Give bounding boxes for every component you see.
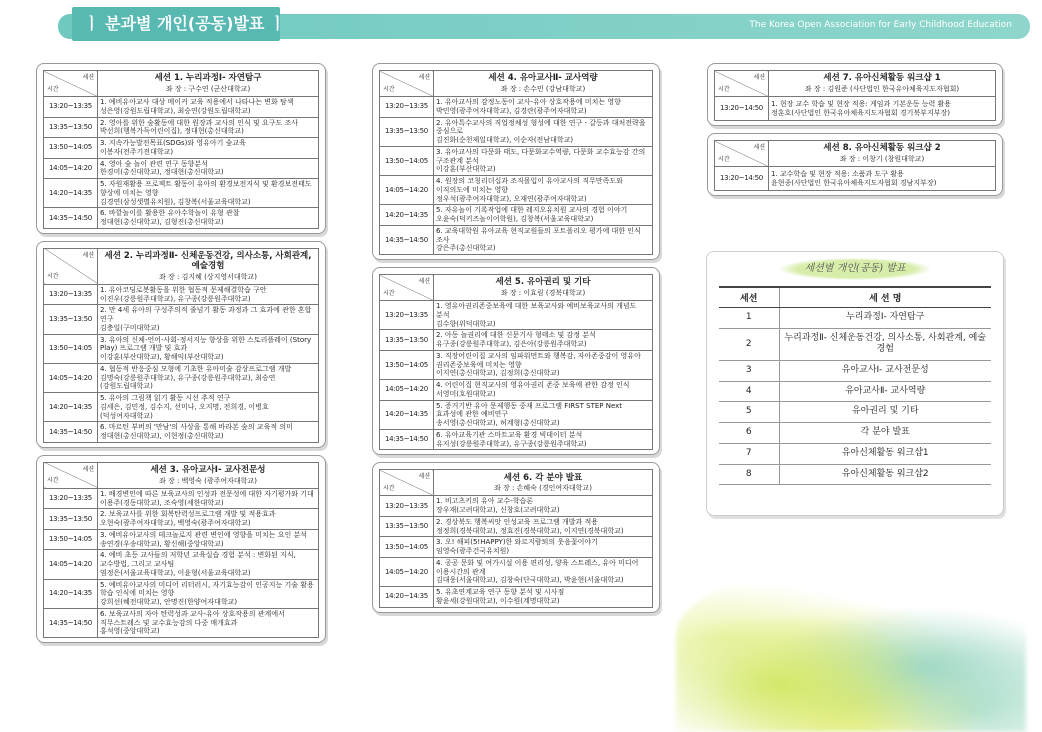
- banner-subtitle: The Korea Open Association for Early Childhood Education: [749, 20, 1012, 30]
- summary-row: [719, 402, 991, 423]
- summary-session-number: 4: [719, 381, 779, 402]
- presentation-row: [380, 516, 653, 537]
- presentation-authors: 윤현종(사단법인 한국유아체육지도자협회 경남지부장): [771, 178, 937, 187]
- summary-session-name: 각 분야 발표: [779, 423, 991, 444]
- summary-session-name: 유아교사Ⅱ- 교사역량: [779, 381, 991, 402]
- presentation-time: 13:20~14:50: [715, 97, 769, 121]
- corner-session-label: 세션: [418, 278, 430, 285]
- corner-session-label: 세션: [418, 473, 430, 481]
- presentation-content: [98, 208, 319, 229]
- presentation-authors: 장우재(고려대학교), 신창호(고려대학교): [436, 506, 560, 514]
- presentation-title: 3. 지속가능발전목표(SDGs)와 영유아기 숲교육: [100, 139, 246, 147]
- presentation-row: [44, 579, 319, 608]
- presentation-row: [44, 158, 319, 179]
- session-header-row: [715, 71, 996, 97]
- presentation-title: 5. 자유놀이 기록작업에 대한 레지오유치원 교사의 경험 이야기: [436, 206, 628, 215]
- presentation-title: 6. 유아교육기관 스마트교육 환경 빅데이터 분석: [436, 430, 583, 439]
- summary-session-number: 5: [719, 402, 779, 423]
- presentation-authors: 김수향(위덕대학교): [436, 319, 496, 328]
- session-time-corner: [715, 71, 769, 97]
- presentation-time: 13:20~13:35: [44, 284, 98, 305]
- presentation-title: 5. 증거기반 유아 문제행동 중재 프로그램 FIRST STEP Next 효과성에 관한 예비연구: [436, 401, 623, 419]
- presentation-row: [380, 176, 653, 205]
- session-card: [707, 63, 1003, 126]
- presentation-authors: 김충일(구미대학교): [100, 323, 160, 332]
- presentation-time: 14:20~14:35: [44, 579, 98, 608]
- corner-time-label: 시간: [47, 477, 59, 485]
- presentation-title: 6. 마르틴 부버의 '만남'의 사상을 통해 바라본 숲의 교육적 의미: [100, 423, 293, 432]
- presentation-time: 13:35~13:50: [380, 117, 434, 146]
- presentation-content: [434, 176, 653, 205]
- presentation-content: [434, 350, 653, 379]
- presentation-time: 13:35~13:50: [380, 330, 434, 351]
- session-title: 세션 3. 유아교사Ⅰ- 교사전문성: [150, 465, 266, 476]
- summary-session-name: 유아신체활동 워크샵1: [779, 443, 991, 464]
- presentation-time: 14:05~14:20: [44, 158, 98, 179]
- presentation-row: [380, 301, 653, 330]
- presentation-title: 5. 유초연계교육 연구 동향 분석 및 시사점: [436, 588, 565, 596]
- corner-session-label: 세션: [753, 74, 765, 81]
- session-table: [379, 70, 653, 255]
- presentation-time: 14:20~14:35: [44, 179, 98, 208]
- presentation-title: 5. 자원재활용 프로젝트 활동이 유아의 환경보전지식 및 환경보전태도 향상에 미치는 영향: [100, 180, 312, 197]
- presentation-title: 1. 현장 교수 학습 및 현장 적용: 게임과 기본운동 능력 활용: [771, 99, 952, 108]
- summary-session-name: 유아권리 및 기타: [779, 402, 991, 423]
- presentation-time: 13:50~14:05: [380, 350, 434, 379]
- presentation-authors: 김대웅(서울대학교), 김창숙(단국대학교), 박윤현(서울대학교): [436, 576, 624, 585]
- presentation-content: [434, 496, 653, 517]
- presentation-authors: 정대현(총신대학교), 이현정(총신대학교): [100, 432, 224, 440]
- presentation-row: [715, 167, 996, 191]
- presentation-title: 4. 협동적 반응중심 모형에 기초한 유아미술 감상프로그램 개발: [100, 364, 292, 373]
- presentation-content: [434, 380, 653, 401]
- corner-session-label: 세션: [82, 251, 94, 259]
- presentation-content: [434, 117, 653, 146]
- presentation-time: 13:35~13:50: [44, 305, 98, 334]
- summary-session-number: 8: [719, 464, 779, 485]
- summary-session-number: 7: [719, 443, 779, 464]
- session-summary-card: [706, 251, 1004, 516]
- presentation-time: 14:05~14:20: [380, 557, 434, 586]
- presentation-content: [434, 225, 653, 254]
- corner-session-label: 세션: [753, 144, 765, 151]
- presentation-authors: 김세은, 김민정, 김수지, 선미나, 오지명, 전희경, 이병호(덕성여자대학교): [100, 402, 269, 420]
- presentation-authors: 오윤숙(덕키즈놀이어학원), 김창복(서울교육대학교): [436, 215, 594, 223]
- presentation-content: [769, 167, 996, 191]
- presentation-authors: 오현숙(광주여자대학교), 백영숙(광주여자대학교): [100, 519, 251, 527]
- presentation-authors: 송연경(우송대학교), 황신해(중앙대학교): [100, 539, 224, 548]
- presentation-row: [380, 380, 653, 401]
- session-heading: [434, 71, 653, 97]
- presentation-content: [98, 284, 319, 305]
- presentation-content: [98, 138, 319, 159]
- corner-time-label: 시간: [383, 85, 395, 93]
- corner-time-label: 시간: [718, 85, 730, 93]
- presentation-time: 14:35~14:50: [44, 422, 98, 443]
- presentation-title: 3. 예비유아교사의 테크놀로지 관련 변인에 영향을 미치는 요인 분석: [100, 530, 308, 539]
- presentation-title: 4. 예비 초등 교사들의 저학년 교육실습 경험 분석 : 변화된 지식, 교수방법, 그리고 교사팀: [100, 551, 296, 568]
- corner-time-label: 시간: [47, 273, 59, 281]
- summary-table: [719, 286, 991, 485]
- session-header-row: [380, 470, 653, 496]
- corner-time-label: 시간: [383, 289, 395, 297]
- presentation-authors: 유지성(강릉원주대학교), 유구종(강릉원주대학교): [436, 439, 587, 448]
- presentation-content: [98, 608, 319, 637]
- presentation-authors: 강은주(총신대학교): [436, 244, 496, 253]
- presentation-authors: 정대현(총신대학교), 김형진(총신대학교): [100, 218, 224, 226]
- presentation-authors: 정훈호(사단법인 한국유아체육지도자협회 경기북부지부장): [771, 108, 950, 117]
- column-left: [36, 63, 326, 643]
- presentation-content: [98, 393, 319, 422]
- presentation-row: [44, 208, 319, 229]
- presentation-row: [44, 488, 319, 509]
- presentation-row: [380, 587, 653, 608]
- presentation-time: 13:20~13:35: [44, 97, 98, 118]
- presentation-time: 14:20~14:35: [380, 587, 434, 608]
- presentation-title: 2. 영아를 위한 숲활동에 대한 원장과 교사의 인식 및 요구도 조사: [100, 118, 298, 127]
- presentation-row: [44, 334, 319, 363]
- presentation-content: [98, 158, 319, 179]
- summary-row: [719, 361, 991, 382]
- session-title: 세션 6. 각 분야 발표: [503, 472, 583, 483]
- presentation-authors: 염정은(서울교육대학교), 이윤형(서울교육대학교): [100, 568, 251, 577]
- presentation-row: [44, 509, 319, 530]
- session-chair: 좌 장 : 손혜숙 (경인여자대학교): [494, 484, 592, 493]
- session-card: [36, 241, 326, 448]
- session-heading: [769, 141, 996, 167]
- session-time-corner: [380, 71, 434, 97]
- session-header-row: [715, 141, 996, 167]
- presentation-content: [98, 488, 319, 509]
- summary-session-number: 1: [719, 308, 779, 329]
- presentation-authors: 서영미(호원대학교): [436, 389, 496, 398]
- presentation-authors: 강희선(혜전대학교), 안명진(한양여자대학교): [100, 598, 238, 606]
- summary-title: 세션별 개인(공동) 발표: [780, 258, 930, 280]
- presentation-time: 13:20~14:50: [715, 167, 769, 191]
- presentation-title: 5. 유아의 그림책 읽기 활동 시선 추적 연구: [100, 394, 231, 402]
- presentation-row: [380, 330, 653, 351]
- presentation-time: 14:35~14:50: [44, 208, 98, 229]
- presentation-content: [434, 146, 653, 175]
- session-title: 세션 2. 누리과정Ⅱ- 신체운동건강, 의사소통, 사회관계, 예술경험: [104, 250, 312, 272]
- presentation-row: [44, 393, 319, 422]
- presentation-time: 14:20~14:35: [44, 393, 98, 422]
- summary-header-row: [719, 287, 991, 308]
- presentation-title: 4. 어린이집 현직교사의 영유아권리 존중 보육에 관한 감정 인식: [436, 381, 630, 389]
- presentation-content: [769, 97, 996, 121]
- presentation-row: [380, 429, 653, 450]
- presentation-content: [98, 529, 319, 550]
- session-time-corner: [715, 141, 769, 167]
- presentation-title: 6. 바깥놀이를 활용한 유아수학놀이 유형 관찰: [100, 209, 240, 218]
- presentation-authors: 김진화(순천제일대학교), 이순자(전남대학교): [436, 136, 574, 144]
- presentation-title: 1. 비고츠키의 유아 교수-학습론: [436, 497, 534, 506]
- presentation-time: 13:20~13:35: [380, 301, 434, 330]
- presentation-title: 3. 유아의 신체-언어-사회-정서지능 향상을 위한 스토리플레이 (Story Play) 프로그램 개발 및 효과: [100, 335, 312, 353]
- presentation-row: [380, 400, 653, 429]
- presentation-authors: 이강훈(부산대학교): [436, 165, 496, 174]
- presentation-title: 2. 유아특수교사의 직업정체성 형성에 대한 연구 - 갈등과 대처전략을 중심으로: [436, 118, 646, 136]
- session-header-row: [380, 275, 653, 301]
- summary-session-name: 누리과정Ⅰ- 자연탐구: [779, 308, 991, 329]
- presentation-content: [434, 301, 653, 330]
- presentation-row: [44, 422, 319, 443]
- presentation-title: 3. 직장어린이집 교사의 임파워먼트와 행복감, 자아존중감이 영유아 권리존중보육에 미치는 영향: [436, 351, 641, 369]
- session-title: 세션 1. 누리과정Ⅰ- 자연탐구: [154, 73, 262, 84]
- presentation-content: [434, 205, 653, 226]
- presentation-time: 14:05~14:20: [44, 363, 98, 392]
- summary-row: [719, 464, 991, 485]
- presentation-content: [434, 537, 653, 558]
- presentation-time: 13:35~13:50: [380, 516, 434, 537]
- session-header-row: [380, 71, 653, 97]
- session-table: [379, 274, 653, 450]
- summary-session-name: 유아신체활동 워크샵2: [779, 464, 991, 485]
- presentation-authors: 이봉자(전주기전대학교): [100, 147, 174, 156]
- presentation-content: [98, 550, 319, 579]
- presentation-time: 14:05~14:20: [380, 380, 434, 401]
- presentation-authors: 송서영(총신대학교), 허계형(총신대학교): [436, 419, 560, 427]
- summary-header-session: 세션: [719, 287, 779, 308]
- presentation-time: 14:20~14:35: [380, 400, 434, 429]
- session-title: 세션 7. 유아신체활동 워크샵 1: [823, 73, 941, 84]
- session-heading: [98, 462, 319, 488]
- presentation-content: [434, 400, 653, 429]
- session-chair: 좌 장 : 구수연 (군산대학교): [165, 84, 251, 93]
- presentation-content: [98, 117, 319, 138]
- watercolor-decoration: [676, 572, 1026, 732]
- presentation-row: [380, 557, 653, 586]
- presentation-time: 14:05~14:20: [380, 176, 434, 205]
- presentation-row: [380, 496, 653, 517]
- summary-row: [719, 328, 991, 360]
- presentation-title: 6. 교육대학원 유아교육 현직교원들의 포트폴리오 평가에 대한 인식 조사: [436, 226, 641, 244]
- presentation-time: 13:20~13:35: [380, 496, 434, 517]
- presentation-time: 14:35~14:50: [380, 225, 434, 254]
- presentation-row: [380, 537, 653, 558]
- presentation-title: 2. 만 4세 유아의 구성주의적 줄넘기 활동 과정과 그 효과에 관한 혼합 연구: [100, 306, 312, 323]
- presentation-time: 13:50~14:05: [44, 334, 98, 363]
- summary-session-name: 누리과정Ⅱ- 신체운동건강, 의사소통, 사회관계, 예술경험: [779, 328, 991, 360]
- session-heading: [98, 71, 319, 97]
- presentation-title: 5. 예비유아교사의 미디어 리터러시, 자기효능감이 인공지능 기술 활용 학습 인식에 미치는 영향: [100, 580, 314, 598]
- presentation-row: [44, 97, 319, 118]
- presentation-row: [44, 305, 319, 334]
- presentation-time: 13:50~14:05: [380, 146, 434, 175]
- session-chair: 좌 장 : 이창기 (창원대학교): [839, 154, 925, 163]
- session-table: [714, 70, 996, 121]
- session-chair: 좌 장 : 백영숙 (광주여자대학교): [159, 476, 257, 485]
- presentation-time: 13:50~14:05: [44, 138, 98, 159]
- session-time-corner: [44, 248, 98, 284]
- corner-session-label: 세션: [82, 74, 94, 81]
- summary-header-name: 세 션 명: [779, 287, 991, 308]
- presentation-content: [434, 429, 653, 450]
- presentation-title: 1. 유아코딩로봇활동을 위한 협동적 문제해결학습 구안: [100, 285, 267, 294]
- session-card: [372, 63, 660, 260]
- presentation-title: 6. 보육교사의 자아 탄력성과 교사-유아 상호작용의 관계에서 직무스트레스 및 교수효능감의 다중 매개효과: [100, 609, 285, 627]
- presentation-authors: 박민영(광주여자대학교), 김경란(광주여자대학교): [436, 106, 587, 115]
- session-time-corner: [380, 275, 434, 301]
- presentation-row: [44, 117, 319, 138]
- presentation-row: [380, 350, 653, 379]
- session-table: [379, 469, 653, 607]
- presentation-row: [44, 529, 319, 550]
- presentation-row: [44, 138, 319, 159]
- presentation-content: [98, 179, 319, 208]
- presentation-authors: 유구종(강릉원주대학교), 김은아(강릉원주대학교): [436, 340, 587, 348]
- banner-title: ㅣ 분과별 개인(공동)발표 ㅣ: [72, 7, 280, 41]
- presentation-authors: 정정희(경북대학교), 정효진(경북대학교), 이지연(경북대학교): [436, 526, 624, 535]
- presentation-content: [98, 363, 319, 392]
- session-heading: [769, 71, 996, 97]
- presentation-title: 2. 보육교사를 위한 회복탄력성프로그램 개발 및 적용효과: [100, 510, 276, 519]
- session-title: 세션 8. 유아신체활동 워크샵 2: [823, 143, 941, 154]
- presentation-row: [44, 550, 319, 579]
- presentation-row: [380, 225, 653, 254]
- presentation-content: [434, 587, 653, 608]
- presentation-content: [434, 97, 653, 118]
- presentation-authors: 이지연(총신대학교), 김정희(총신대학교): [436, 369, 560, 378]
- session-card: [36, 455, 326, 643]
- presentation-authors: 김명숙(강릉원주대학교), 유구종(강릉원주대학교), 최승연(강원도립대학교): [100, 373, 276, 391]
- session-title: 세션 4. 유아교사Ⅱ- 교사역량: [488, 73, 598, 84]
- presentation-row: [44, 179, 319, 208]
- presentation-title: 3. 오! 해피(5!HAPPY)한 와르지람퇴의 웃음꽃이야기: [436, 538, 598, 547]
- presentation-title: 1. 교수학습 및 현장 적용: 소품과 도구 활용: [771, 169, 904, 178]
- session-heading: [434, 275, 653, 301]
- presentation-row: [44, 363, 319, 392]
- session-header-row: [44, 71, 319, 97]
- presentation-authors: 이강훈(부산대학교), 황해익(부산대학교): [100, 353, 224, 361]
- presentation-row: [380, 205, 653, 226]
- presentation-content: [98, 509, 319, 530]
- session-heading: [434, 470, 653, 496]
- session-card: [36, 63, 326, 234]
- session-chair: 좌 장 : 김원준 (사단법인 한국유아체육지도자협회): [804, 84, 960, 93]
- presentation-time: 14:05~14:20: [44, 550, 98, 579]
- presentation-row: [380, 146, 653, 175]
- presentation-authors: 김경연(삼성샛별유치원), 김창복(서울교육대학교): [100, 197, 251, 206]
- session-header-row: [44, 462, 319, 488]
- corner-time-label: 시간: [718, 155, 730, 163]
- summary-row: [719, 423, 991, 444]
- session-title: 세션 5. 유아권리 및 기타: [495, 277, 591, 288]
- summary-session-number: 6: [719, 423, 779, 444]
- presentation-content: [98, 422, 319, 443]
- summary-row: [719, 443, 991, 464]
- presentation-authors: 성은영(강원도립대학교), 최승연(강원도립대학교): [100, 106, 251, 115]
- presentation-content: [434, 516, 653, 537]
- session-table: [714, 140, 996, 191]
- presentation-content: [98, 579, 319, 608]
- presentation-time: 13:35~13:50: [44, 509, 98, 530]
- summary-session-name: 유아교사Ⅰ- 교사전문성: [779, 361, 991, 382]
- presentation-authors: 한경미(총신대학교), 정대현(총신대학교): [100, 168, 224, 177]
- session-table: [43, 70, 319, 229]
- presentation-time: 13:20~13:35: [44, 488, 98, 509]
- presentation-row: [44, 608, 319, 637]
- presentation-title: 4. 영아 숲 놀이 관련 연구 동향분석: [100, 159, 208, 168]
- presentation-authors: 임영숙(광주건국유치원): [436, 547, 510, 555]
- presentation-time: 13:35~13:50: [44, 117, 98, 138]
- session-card: [372, 267, 660, 455]
- session-heading: [98, 248, 319, 284]
- summary-row: [719, 308, 991, 329]
- corner-session-label: 세션: [418, 74, 430, 81]
- presentation-authors: 이진우(강릉원주대학교), 유구종(강릉원주대학교): [100, 294, 251, 303]
- session-time-corner: [44, 462, 98, 488]
- presentation-row: [44, 284, 319, 305]
- presentation-time: 13:50~14:05: [380, 537, 434, 558]
- presentation-title: 3. 유아교사의 다문화 태도, 다문화교수역량, 다문화 교수효능감 간의 구조관계 분석: [436, 147, 646, 165]
- presentation-time: 14:20~14:35: [380, 205, 434, 226]
- presentation-time: 13:50~14:05: [44, 529, 98, 550]
- presentation-title: 2. 아동 놀권리에 대한 신문기사 형태소 및 감정 분석: [436, 331, 596, 340]
- summary-session-number: 2: [719, 328, 779, 360]
- summary-session-number: 3: [719, 361, 779, 382]
- presentation-row: [380, 117, 653, 146]
- presentation-time: 14:35~14:50: [380, 429, 434, 450]
- session-card: [707, 133, 1003, 196]
- presentation-row: [715, 97, 996, 121]
- presentation-authors: 홍석영(중앙대학교): [100, 627, 160, 636]
- presentation-title: 1. 유아교사의 감정노동이 교사-유아 상호작용에 미치는 영향: [436, 98, 621, 106]
- presentation-title: 1. 예비유아교사 대상 메이커 교육 적용에서 나타나는 변화 탐색: [100, 98, 294, 106]
- session-chair: 좌 장 : 김지혜 (상지영서대학교): [159, 273, 257, 281]
- summary-row: [719, 381, 991, 402]
- presentation-time: 14:35~14:50: [44, 608, 98, 637]
- presentation-time: 13:20~13:35: [380, 97, 434, 118]
- session-time-corner: [380, 470, 434, 496]
- presentation-content: [98, 97, 319, 118]
- corner-session-label: 세션: [82, 465, 94, 473]
- corner-time-label: 시간: [383, 484, 395, 492]
- presentation-content: [434, 330, 653, 351]
- presentation-authors: 정우석(광주여자대학교), 오재연(광주여자대학교): [436, 194, 587, 203]
- presentation-authors: 박선희(행복가득어린이집), 정대현(총신대학교): [100, 127, 244, 136]
- corner-time-label: 시간: [47, 85, 59, 93]
- column-right: [707, 63, 1003, 196]
- presentation-authors: 황윤세(강원대학교), 이수원(계명대학교): [436, 596, 560, 605]
- presentation-title: 2. 경상북도 행복씨앗 인성교육 프로그램 개발과 적용: [436, 517, 599, 526]
- presentation-content: [98, 305, 319, 334]
- presentation-content: [434, 557, 653, 586]
- presentation-title: 1. 영유아권리존중보육에 대한 보육교사와 예비보육교사의 개념도 분석: [436, 302, 637, 319]
- presentation-content: [98, 334, 319, 363]
- session-chair: 좌 장 : 손수민 (강남대학교): [500, 84, 586, 93]
- session-table: [43, 462, 319, 638]
- column-middle: [372, 63, 660, 613]
- presentation-title: 4. 공공 문화 및 여가시설 이용 편리성, 양육 스트레스, 유아 미디어 이용시간의 관계: [436, 558, 639, 576]
- presentation-authors: 이용주(경동대학교), 조숙영(세한대학교): [100, 498, 224, 507]
- presentation-title: 1. 배경변인에 따른 보육교사의 인성과 전문성에 대한 자기평가와 기대: [100, 489, 314, 498]
- session-header-row: [44, 248, 319, 284]
- session-time-corner: [44, 71, 98, 97]
- presentation-row: [380, 97, 653, 118]
- session-card: [372, 462, 660, 612]
- session-table: [43, 248, 319, 443]
- session-chair: 좌 장 : 이효림 (경북대학교): [500, 288, 586, 297]
- presentation-title: 4. 원장의 코칭리더십과 조직몰입이 유아교사의 직무만족도와 이직의도에 미치는 영향: [436, 177, 623, 194]
